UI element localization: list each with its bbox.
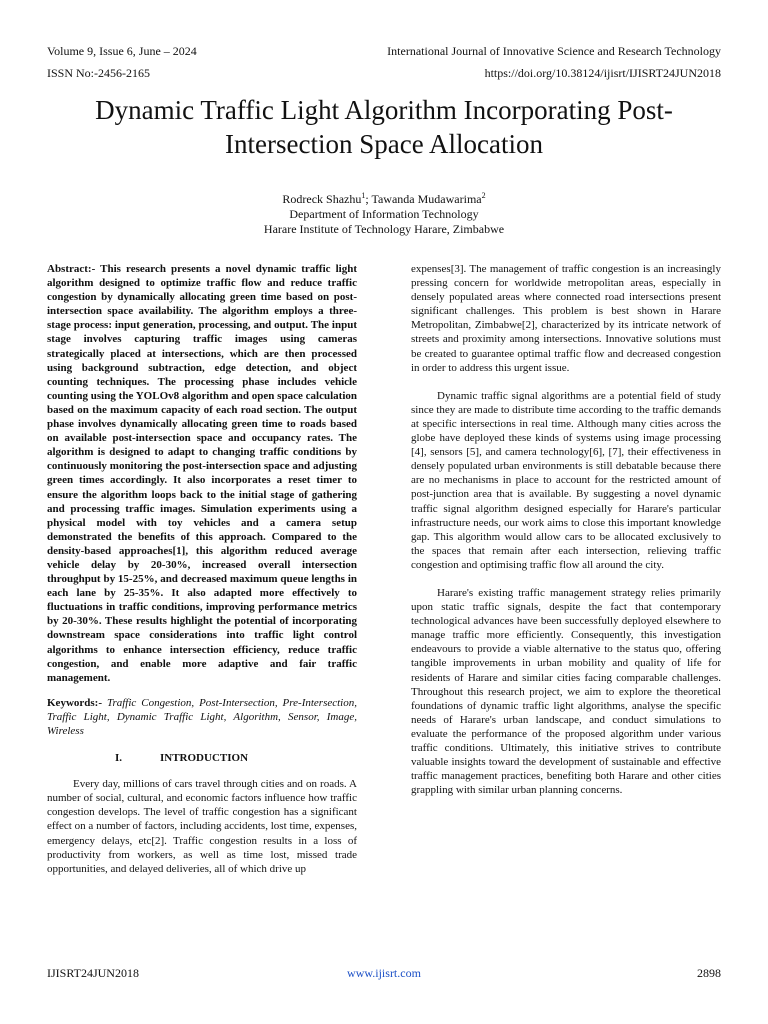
author-block	[40, 188, 728, 237]
intro-paragraph-3: Harare's existing traffic management strategy relies primarily upon static traffic signals, despite the fact that contemporary technological advances have been successfully deployed elsewhere to manage traffic more efficiently. Consequently, this investigation endeavours to provide a viable alternative to the status quo, offering tangible improvements in urban mobility and quality of life for residents of Harare and similar cities facing comparable challenges. Throughout this research project, we aim to explore the theoretical foundations of dynamic traffic light algorithms, analyse the specific needs of Harare's urban landscape, and conduct simulations to evaluate the performance of the proposed algorithm under various traffic conditions. Ultimately, this initiative strives to contribute valuable insights toward the development of sustainable and effective traffic management practices, benefiting both Harare and other cities grappling with similar urban planning concerns.	[411, 586, 721, 797]
keywords-text: Traffic Congestion, Post-Intersection, Pre-Intersection, Traffic Light, Dynamic Traffic Light, Algorithm, Sensor, Image, Wireless	[47, 696, 357, 737]
intro-paragraph-1-continued: expenses[3]. The management of traffic congestion is an increasingly pressing concern for worldwide metropolitan areas, especially in densely populated areas where connected road intersections present significant challenges. This problem is best shown in Harare Metropolitan, Zimbabwe[2], characterized by its intricate network of streets and proximity among intersections. Innovative solutions must be created to guarantee optimal traffic flow and decreased congestion in order to address this urgent issue.	[411, 263, 721, 374]
author-2: Tawanda Mudawarima	[371, 192, 482, 206]
footer-page-number: 2898	[697, 966, 721, 980]
author-separator: ;	[365, 192, 372, 206]
left-column	[47, 262, 357, 876]
section-number: I.	[114, 752, 122, 765]
section-heading-introduction	[47, 751, 357, 765]
author-2-affiliation-mark: 2	[481, 191, 486, 200]
department: Department of Information Technology	[289, 207, 479, 221]
header-issn: ISSN No:-2456-2165	[47, 66, 151, 80]
footer-paper-id: IJISRT24JUN2018	[47, 966, 139, 980]
footer-website-link[interactable]: www.ijisrt.com	[347, 966, 421, 980]
section-title: INTRODUCTION	[160, 752, 249, 765]
author-line	[40, 188, 728, 207]
intro-paragraph-1: Every day, millions of cars travel through cities and on roads. A number of social, cultural, and economic factors influence how traffic congestion develops. The level of traffic congestion has a significant effect on a number of factors, including accidents, lost time, expenses, emergency delays, etc[2]. Traffic congestion results in a loss of productivity from workers, as well as time lost, missed trade opportunities, and delayed deliveries, all of which drive up	[47, 778, 357, 875]
header-journal: International Journal of Innovative Science and Research Technology	[387, 44, 721, 58]
author-1: Rodreck Shazhu	[282, 192, 362, 206]
institute: Harare Institute of Technology Harare, Zimbabwe	[263, 222, 505, 236]
keywords	[47, 696, 357, 738]
right-column	[411, 262, 721, 797]
header-volume: Volume 9, Issue 6, June – 2024	[47, 44, 197, 58]
abstract: Abstract:- This research presents a novel dynamic traffic light algorithm designed to optimize traffic flow and reduce traffic congestion by dynamically allocating green time based on post-intersection space availability. The algorithm employs a three-stage process: input generation, processing, and output. The input stage involves capturing traffic images using cameras strategically placed at intersections, which are then processed using background subtraction, edge detection, and object counting techniques. The processing phase includes vehicle counting using the YOLOv8 algorithm and open space calculation based on the maximum capacity of each road section. The output phase involves dynamically allocating green time to roads based on available post-intersection space and occupancy rates. The algorithm is designed to adapt to changing traffic conditions by continuously monitoring the post-intersection space and adjusting green times accordingly. It also incorporates a reset timer to ensure the algorithm loops back to the initial stage of gathering and processing traffic images. Simulation experiments using a physical model with toy vehicles and a camera setup demonstrated the benefits of this approach. Compared to the density-based approaches[1], this algorithm reduced average vehicle delay by 20-30%, increased overall intersection throughput by 15-25%, and decreased maximum queue lengths in each lane by 25-35%. It also adapted more effectively to fluctuations in traffic conditions, improving performance metrics by 20-30%. These results highlight the potential of incorporating downstream space considerations into traffic light control algorithms to enhance intersection efficiency, reduce traffic congestion, and enable more adaptive and fair traffic management.	[47, 263, 357, 684]
paper-title: Dynamic Traffic Light Algorithm Incorporating Post-Intersection Space Allocation	[95, 95, 673, 159]
header-doi-link[interactable]: https://doi.org/10.38124/ijisrt/IJISRT24JUN2018	[484, 66, 721, 80]
keywords-label: Keywords:-	[47, 696, 102, 709]
author-1-affiliation-mark: 1	[361, 191, 366, 200]
intro-paragraph-2: Dynamic traffic signal algorithms are a potential field of study since they are made to distribute time according to the traffic demands at specific intersections in real time. Although many cities across the globe have deployed these kinds of systems using image processing [4], sensors [5], and camera technology[6], [7], their effectiveness in densely populated urban environments is still debatable because there are no mechanisms in place to account for the restricted amount of post-junction area that is available. By suggesting a novel dynamic traffic signal algorithm designed especially for Harare's particular infrastructure needs, our work aims to close this important knowledge gap. This algorithm would allow cars to be allocated exclusively to the spaces that remain after each intersection, relieving traffic congestion and optimising traffic flow all around the city.	[411, 389, 721, 571]
